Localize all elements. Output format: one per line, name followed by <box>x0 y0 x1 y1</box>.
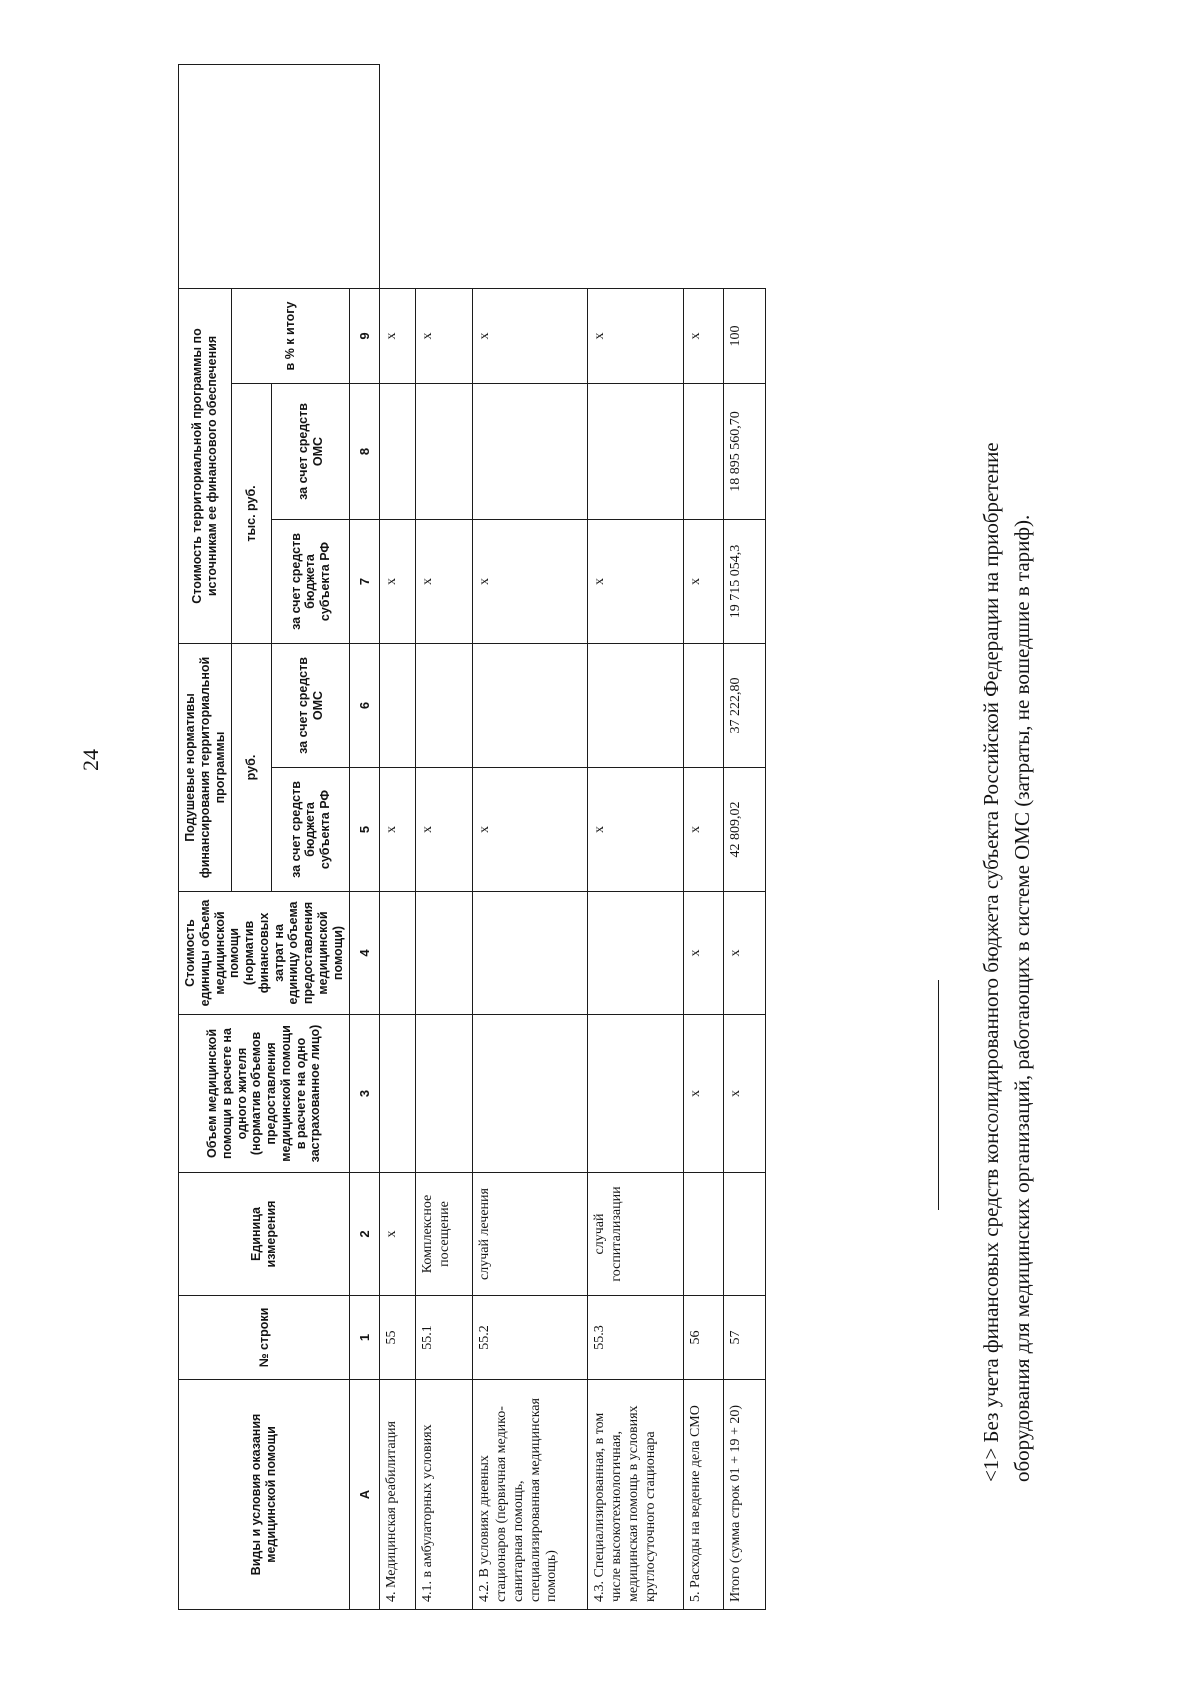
row-cost <box>473 892 588 1015</box>
column-number: А <box>350 1380 380 1610</box>
row-cost-oms <box>416 384 473 520</box>
row-per-capita-budget: х <box>380 768 416 892</box>
row-number: 55.3 <box>588 1296 684 1380</box>
header-cost-unit: Стоимость единицы объема медицинской помощи (норматив финансовых затрат на единицу объема предоставления медицинской помощи) <box>179 892 350 1015</box>
footnote-separator <box>938 980 939 1210</box>
row-number: 55.2 <box>473 1296 588 1380</box>
column-number: 1 <box>350 1296 380 1380</box>
row-volume <box>588 1015 684 1173</box>
table-row <box>473 64 588 1609</box>
row-cost: х <box>684 892 724 1015</box>
row-volume: х <box>724 1015 766 1173</box>
row-volume <box>473 1015 588 1173</box>
row-per-capita-budget: х <box>473 768 588 892</box>
row-per-capita-oms: 37 222,80 <box>724 644 766 768</box>
row-number: 55 <box>380 1296 416 1380</box>
row-number: 57 <box>724 1296 766 1380</box>
row-per-capita-budget: х <box>684 768 724 892</box>
row-unit <box>684 1173 724 1296</box>
row-per-capita-oms <box>380 644 416 768</box>
row-cost-oms: 18 895 560,70 <box>724 384 766 520</box>
row-volume: х <box>684 1015 724 1173</box>
header-program-cost: Стоимость территориальной программы по источникам ее финансового обеспечения <box>179 288 232 643</box>
table-row <box>588 64 684 1609</box>
row-percent: х <box>684 288 724 383</box>
page-number: 24 <box>78 749 103 771</box>
row-number: 55.1 <box>416 1296 473 1380</box>
row-percent: х <box>588 288 684 383</box>
row-cost-budget: х <box>416 520 473 644</box>
header-per-capita-unit: руб. <box>232 644 272 892</box>
header-cost-oms: за счет средств ОМС <box>272 384 350 520</box>
row-cost-budget: х <box>380 520 416 644</box>
row-cost: х <box>724 892 766 1015</box>
row-cost-oms <box>473 384 588 520</box>
header-percent: в % к итогу <box>232 288 350 383</box>
table-row <box>416 64 473 1609</box>
row-cost-budget: х <box>684 520 724 644</box>
row-unit: Комплексное посещение <box>416 1173 473 1296</box>
row-name: 5. Расходы на ведение дела СМО <box>684 1380 724 1610</box>
footnote: <1> Без учета финансовых средств консолидированного бюджета субъекта Российской Федерации на приобретение оборудования для медицинских организаций, работающих в системе ОМС (затраты, не вошедшие в тариф). <box>979 442 1034 1482</box>
row-per-capita-budget: х <box>588 768 684 892</box>
row-cost-budget: 19 715 054,3 <box>724 520 766 644</box>
row-per-capita-oms <box>473 644 588 768</box>
header-volume: Объем медицинской помощи в расчете на одного жителя (норматив объемов предоставления медицинской помощи в расчете на одно застрахованное лицо) <box>179 1015 350 1173</box>
row-percent: х <box>380 288 416 383</box>
row-volume <box>416 1015 473 1173</box>
row-per-capita-budget: 42 809,02 <box>724 768 766 892</box>
column-number: 8 <box>350 384 380 520</box>
header-unit: Единица измерения <box>179 1173 350 1296</box>
row-name: 4.3. Специализированная, в том числе высокотехнологичная, медицинская помощь в условиях круглосуточного стационара <box>588 1380 684 1610</box>
header-row-no: № строки <box>179 1296 350 1380</box>
column-number: 2 <box>350 1173 380 1296</box>
row-cost-budget: х <box>588 520 684 644</box>
row-cost-budget: х <box>473 520 588 644</box>
row-unit <box>724 1173 766 1296</box>
row-percent: 100 <box>724 288 766 383</box>
row-unit: случай лечения <box>473 1173 588 1296</box>
header-kind: Виды и условия оказания медицинской помощи <box>179 1380 350 1610</box>
table-body <box>380 64 766 1609</box>
header-cost-budget: за счет средств бюджета субъекта РФ <box>272 520 350 644</box>
column-number: 7 <box>350 520 380 644</box>
table-row <box>684 64 724 1609</box>
column-number: 4 <box>350 892 380 1015</box>
column-number: 9 <box>350 288 380 383</box>
row-percent: х <box>416 288 473 383</box>
row-cost-oms <box>380 384 416 520</box>
row-per-capita-oms <box>684 644 724 768</box>
header-per-capita-oms: за счет средств ОМС <box>272 644 350 768</box>
empty-cell <box>179 64 380 288</box>
row-number: 56 <box>684 1296 724 1380</box>
row-cost-oms <box>588 384 684 520</box>
header-per-capita-budget: за счет средств бюджета субъекта РФ <box>272 768 350 892</box>
row-cost <box>416 892 473 1015</box>
row-cost-oms <box>684 384 724 520</box>
row-name: Итого (сумма строк 01 + 19 + 20) <box>724 1380 766 1610</box>
row-name: 4.1. в амбулаторных условиях <box>416 1380 473 1610</box>
row-unit: случай госпитализации <box>588 1173 684 1296</box>
table-row-total <box>724 64 766 1609</box>
column-number: 5 <box>350 768 380 892</box>
row-percent: х <box>473 288 588 383</box>
row-per-capita-oms <box>588 644 684 768</box>
row-cost <box>588 892 684 1015</box>
row-name: 4.2. В условиях дневных стационаров (первичная медико-санитарная помощь, специализированная медицинская помощь) <box>473 1380 588 1610</box>
column-number: 3 <box>350 1015 380 1173</box>
column-number: 6 <box>350 644 380 768</box>
row-per-capita-budget: х <box>416 768 473 892</box>
financing-table <box>178 64 766 1610</box>
table-row <box>380 64 416 1609</box>
row-name: 4. Медицинская реабилитация <box>380 1380 416 1610</box>
row-volume <box>380 1015 416 1173</box>
document-sheet <box>78 10 1034 1610</box>
header-program-cost-unit: тыс. руб. <box>232 384 272 644</box>
header-per-capita: Подушевые нормативы финансирования территориальной программы <box>179 644 232 892</box>
table-header <box>179 64 380 1609</box>
row-per-capita-oms <box>416 644 473 768</box>
row-cost <box>380 892 416 1015</box>
row-unit: х <box>380 1173 416 1296</box>
column-numbers-row <box>350 64 380 1609</box>
